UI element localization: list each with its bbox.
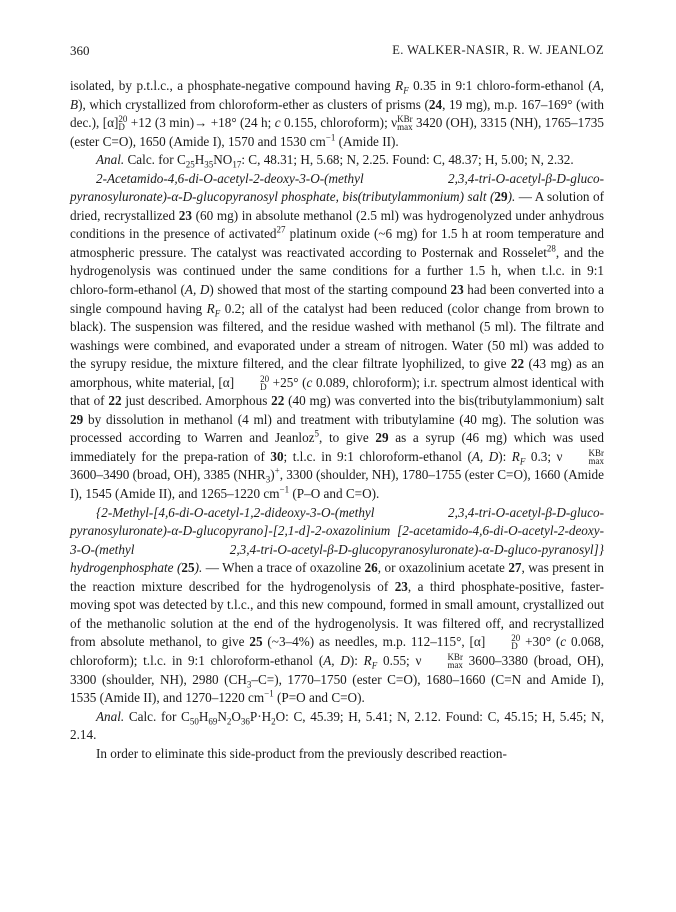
paragraph-analysis-2: Anal. Calc. for $C_{50}H_{69}N_2O_{36}P\cdot H_2O$: C, 45.39; H, 5.41; N, 2.12. Found: C, 45.15; H, 5.45; N, 2.14. [70,708,605,743]
paragraph-analysis-1: Anal. Calc. for $C_{25}H_{35}NO_{17}$: C, 48.31; H, 5.68; N, 2.25. Found: C, 48.37; H, 5.00; N, 2.32. [96,152,574,170]
reference-mark: 27 [276,224,286,235]
reference-mark: 5 [314,429,320,439]
page-header [70,43,604,61]
paragraph-compound-29: 2-Acetamido-4,6-di-O-acetyl-2-deoxy-3-O-(methyl 2,3,4-tri-O-acetyl-β-D-gluco-pyranosyluronate)-α-D-glucopyranosyl phosphate, bis(tributylammonium) salt (29). — A solution of dried, recrystallized 23 (60 mg) in absolute methanol (2.5 ml) was hydrogenolyzed under anhydrous conditions in the presence of activated$^{27}$ platinum oxide (~6 mg) for 1.5 h at room temperature and atmospheric pressure. The catalyst was reactivated according to Posternak and Rosselet$^{28}$, and the hydrogenolysis was continued under the same conditions for a further 1.5 h, when t.l.c. in 9:1 chloro-form-ethanol (A, D) showed that most of the starting compound 23 had been converted into a single compound having $R_F$ 0.2; all of the catalyst had been reduced (color change from brown to black). The suspension was filtered, and the residue washed with methanol (5 ml). The filtrate and washings were combined, and evaporated under a stream of nitrogen. Water (50 ml) was added to the syrupy residue, the mixture filtered, and the clear filtrate lyophilized, to give 22 (43 mg) as an amorphous, white material, [α] 20 D +25° (c 0.089, chloroform); i.r. spectrum almost identical with that of 22 just described. Amorphous 22 (40 mg) was converted into the bis(tributylammonium) salt 29 by dissolution in methanol (4 ml) and treatment with tributylamine (40 mg). The solution was processed according to Warren and Jeanloz$^5$, to give 29 as a syrup (46 mg) which was used immediately for the prepa-ration of 30; t.l.c. in 9:1 chloroform-ethanol (A, D): $R_F$ 0.3; ν KBr max 3600–3490 (broad, OH), 3385 $(NHR_3)^+$, 3300 (shoulder, NH), 1780–1755 (ester C=O), 1660 (Amide I), 1545 (Amide II), and 1265–1220 $cm^{-1}$ (P–O and C=O). [70,170,605,502]
compound-number: 24 [428,96,443,112]
paragraph-compound-25: {2-Methyl-[4,6-di-O-acetyl-1,2-dideoxy-3-O-(methyl 2,3,4-tri-O-acetyl-β-D-gluco-pyranosyluronate)-α-D-glucopyrano]-[2,1-d]-2-oxazolinium [2-acetamido-4,6-di-O-acetyl-2-deoxy-3-O-(methyl 2,3,4-tri-O-acetyl-β-D-glucopyranosyluronate)-α-D-gluco-pyranosyl]} hydrogenphosphate (25). — When a trace of oxazoline 26, or oxazolinium acetate 27, was present in the reaction mixture described for the hydrogenolysis of 23, a third phosphate-positive, faster-moving spot was detected by t.l.c., and this new compound, formed in small amount, crystallized out of the methanolic solution at the end of the hydrogenolysis. It was filtered off, and recrystallized from absolute methanol, to give 25 (~3–4%) as needles, m.p. 112–115°, [α] 20 D +30° (c 0.068, chloroform); t.l.c. in 9:1 chloroform-ethanol (A, D): $R_F$ 0.55; ν KBr max 3600–3380 (broad, OH), 3300 (shoulder, NH), 2980 $(CH_3-C=)$, 1770–1750 (ester C=O), 1680–1660 (C=N and Amide I), 1535 (Amide II), and 1270–1220 $cm^{-1}$ (P=O and C=O). [70,504,605,706]
paragraph-continuation: In order to eliminate this side-product from the previously described reaction- [96,745,507,761]
running-head: E. WALKER-NASIR, R. W. JEANLOZ [392,43,604,57]
reference-mark: 28 [546,243,556,254]
section-title: 2-Acetamido-4,6-di-O-acetyl-2-deoxy-3-O-(methyl 2,3,4-tri-O-acetyl-β-D-gluco-pyranosyluronate)-α-D-glucopyranosyl phosphate, bis(tributylammonium) salt ( [70,170,604,205]
section-title: {2-Methyl-[4,6-di-O-acetyl-1,2-dideoxy-3-O-(methyl 2,3,4-tri-O-acetyl-β-D-gluco-pyranosyluronate)-α-D-glucopyrano]-[2,1-d]-2-oxazolinium [2-acetamido-4,6-di-O-acetyl-2-deoxy-3-O-(methyl 2,3,4-tri-O-acetyl-β-D-glucopyranosyluronate)-α-D-gluco-pyranosyl]} hydrogenphosphate ( [70,504,604,576]
paragraph-isolation: isolated, by p.t.l.c., a phosphate-negative compound having $R_F$ 0.35 in 9:1 chloro-form-ethanol (A, B), which crystallized from chloroform-ether as clusters of prisms (24, 19 mg), m.p. 167–169° (with dec.), [α] 20 D +12 (3 min)→ +18° (24 h; c 0.155, chloroform); ν KBr max 3420 (OH), 3315 (NH), 1765–1735 (ester C=O), 1650 (Amide I), 1570 and 1530 $cm^{-1}$ (Amide II). [70,78,604,149]
body-text [70,77,604,763]
page-number: 360 [70,43,90,58]
